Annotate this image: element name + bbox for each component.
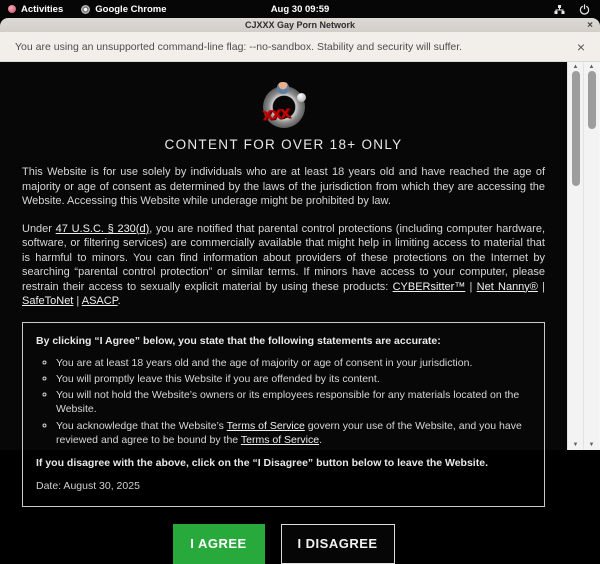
agreement-item-4	[56, 419, 531, 447]
age-gate-content	[0, 62, 567, 552]
page-title: CONTENT FOR OVER 18+ ONLY	[164, 137, 403, 152]
network-icon[interactable]	[554, 4, 565, 15]
gnome-top-bar	[0, 0, 600, 18]
legal-end: .	[117, 295, 121, 308]
item4-end: .	[319, 433, 322, 446]
power-icon[interactable]	[579, 4, 590, 15]
disagree-note: If you disagree with the above, click on the “I Disagree” button below to leave the Website.	[36, 456, 488, 469]
legal-sep3: |	[73, 295, 82, 308]
item4-pre: You acknowledge that the Website’s	[56, 419, 227, 432]
terms-of-service-link-1[interactable]: Terms of Service	[226, 419, 305, 432]
usc-230d-link[interactable]: 47 U.S.C. § 230(d)	[55, 222, 150, 235]
agreement-item-1: ◦ You are at least 18 years old and the age of majority or age of consent in your jurisdiction.	[56, 356, 531, 370]
legal-body: , you are notified that parental control protections (including computer hardware, software, or filtering services) are commercially available that might help in limiting access to material that is harmful to minors. You can find information about providers of these protections on the Internet by searching “parental control protection” or similar terms. If minors have access to your computer, please restrain their access to sexually explicit material by using these products:	[22, 222, 545, 293]
window-titlebar	[0, 18, 600, 32]
scroll-down-icon[interactable]: ▼	[588, 442, 595, 448]
clock[interactable]: Aug 30 09:59	[270, 3, 330, 15]
agreement-list	[42, 356, 531, 447]
agreement-item-2: ◦ You will promptly leave this Website if you are offended by its content.	[56, 372, 531, 386]
agreement-title: By clicking “I Agree” below, you state that the following statements are accurate:	[36, 334, 441, 347]
chrome-warning-bar	[0, 32, 600, 62]
window-close-icon[interactable]: ×	[587, 19, 593, 31]
outer-scrollbar[interactable]	[583, 62, 599, 450]
chrome-warning-text: You are using an unsupported command-line flag: --no-sandbox. Stability and security will suffer.	[15, 40, 463, 53]
logo-xxx-text: xxx	[260, 102, 290, 126]
inner-scrollbar[interactable]	[567, 62, 583, 450]
intro-paragraph	[22, 165, 545, 209]
netnanny-link[interactable]: Net Nanny®	[476, 280, 538, 293]
intro-text: This Website is for use solely by individuals who are at least 18 years old and have reached the age of majority or age of consent as determined by the laws of the jurisdiction from which they are accessing the Website. Accessing this Website while underage might be prohibited by law.	[22, 166, 545, 208]
agreement-box	[22, 322, 545, 508]
agreement-date: Date: August 30, 2025	[36, 480, 140, 493]
i-disagree-button[interactable]: I DISAGREE	[281, 524, 395, 564]
inner-scrollbar-thumb[interactable]	[572, 71, 580, 186]
i-agree-button[interactable]: I AGREE	[173, 524, 265, 564]
activities-button[interactable]	[8, 4, 63, 15]
site-logo	[261, 84, 307, 130]
terms-of-service-link-2[interactable]: Terms of Service	[240, 433, 320, 446]
scroll-up-icon[interactable]: ▲	[572, 64, 579, 70]
scroll-down-icon[interactable]: ▼	[572, 442, 579, 448]
legal-pre: Under	[22, 222, 56, 235]
browser-viewport	[0, 62, 600, 552]
logo-figure-icon	[277, 82, 289, 94]
cybersitter-link[interactable]: CYBERsitter™	[392, 280, 466, 293]
outer-scrollbar-thumb[interactable]	[588, 71, 596, 129]
legal-paragraph	[22, 222, 545, 309]
scrollbar-area	[567, 62, 600, 450]
app-menu-label: Google Chrome	[95, 3, 167, 15]
warning-close-icon[interactable]: ×	[576, 38, 585, 55]
consent-buttons	[0, 524, 567, 564]
item4-mid: govern your use of the Website, and you have reviewed and agree to be bound by the	[56, 419, 522, 446]
legal-sep2: |	[537, 280, 545, 293]
activities-label: Activities	[21, 3, 64, 15]
scroll-up-icon[interactable]: ▲	[588, 64, 595, 70]
activities-dot-icon	[8, 5, 16, 13]
asacp-link[interactable]: ASACP	[81, 295, 118, 308]
agreement-item-3: ◦ You will not hold the Website’s owners or its employees responsible for any materials located on the Website.	[56, 388, 531, 416]
safetonet-link[interactable]: SafeToNet	[22, 295, 74, 308]
legal-sep1: |	[465, 280, 477, 293]
app-menu-google-chrome[interactable]	[81, 4, 166, 15]
window-title: CJXXX Gay Porn Network	[244, 20, 356, 30]
chrome-icon	[81, 5, 90, 14]
